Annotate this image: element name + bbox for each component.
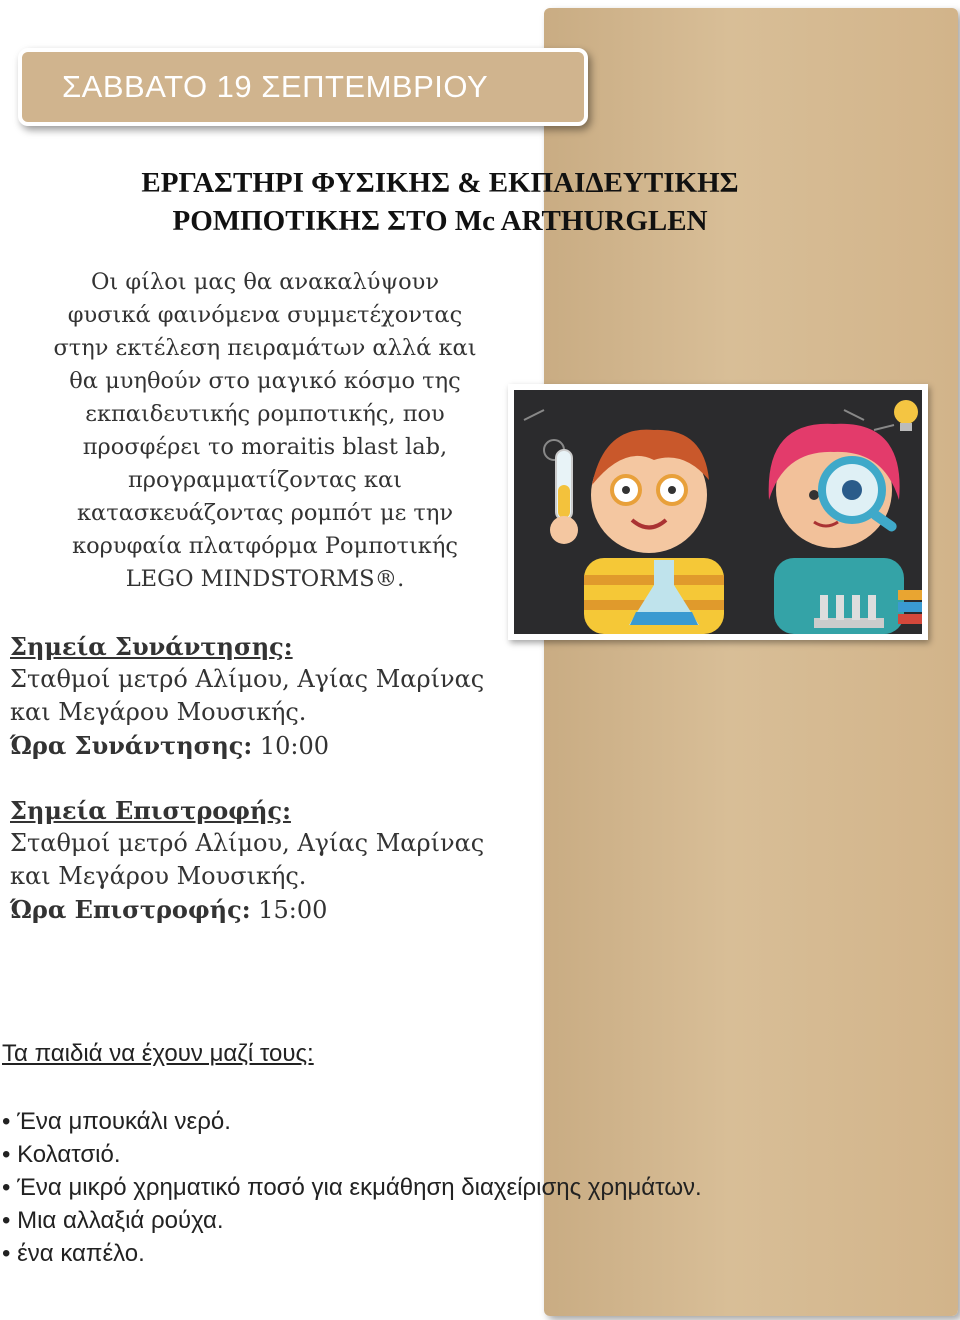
date-text: ΣΑΒΒΑΤΟ 19 ΣΕΠΤΕΜΒΡΙΟΥ [62, 69, 489, 104]
carry-items-list [2, 1105, 702, 1270]
event-title-line-1: ΕΡΓΑΣΤΗΡΙ ΦΥΣΙΚΗΣ & ΕΚΠΑΙΔΕΥΤΙΚΗΣ [141, 167, 739, 199]
science-kids-icon [514, 390, 922, 634]
intro-line: προσφέρει το moraitis blast lab, [82, 434, 448, 460]
list-item: • Μια αλλαξιά ρούχα. [2, 1204, 702, 1237]
return-time-value: 15:00 [250, 896, 328, 924]
return-time [10, 893, 484, 927]
intro-line: θα μυηθούν στο μαγικό κόσμο της [69, 368, 461, 394]
event-title-line-2: ΡΟΜΠΟΤΙΚΗΣ ΣΤΟ Mc ARTHURGLEN [172, 205, 708, 237]
list-item: • Ένα μικρό χρηματικό ποσό για εκμάθηση διαχείρισης χρημάτων. [2, 1171, 702, 1204]
intro-line: κορυφαία πλατφόρμα Ρομποτικής [72, 533, 458, 559]
meeting-points-label: Σημεία Συνάντησης: [10, 632, 293, 661]
return-points-line: Σταθμοί μετρό Αλίμου, Αγίας Μαρίνας [10, 829, 485, 857]
meeting-points-line: και Μεγάρου Μουσικής. [10, 698, 307, 726]
carry-items-title: Τα παιδιά να έχουν μαζί τους: [2, 1040, 314, 1067]
kids-science-illustration [508, 384, 928, 640]
intro-line: LEGO MINDSTORMS®. [125, 566, 405, 592]
intro-paragraph [10, 266, 520, 596]
intro-line: εκπαιδευτικής ρομποτικής, που [85, 401, 445, 427]
intro-line: προγραμματίζοντας και [127, 467, 403, 493]
meeting-section [10, 630, 484, 763]
return-points-line: και Μεγάρου Μουσικής. [10, 862, 307, 890]
event-title [40, 164, 840, 240]
return-points-label: Σημεία Επιστροφής: [10, 796, 291, 825]
intro-line: κατασκευάζοντας ρομπότ με την [76, 500, 454, 526]
intro-line: Οι φίλοι μας θα ανακαλύψουν [90, 269, 440, 295]
date-banner [18, 48, 588, 126]
return-time-label: Ώρα Επιστροφής: [10, 895, 251, 924]
list-item: • ένα καπέλο. [2, 1237, 702, 1270]
meeting-time-label: Ώρα Συνάντησης: [10, 731, 253, 760]
intro-line: φυσικά φαινόμενα συμμετέχοντας [67, 302, 463, 328]
meeting-time [10, 729, 484, 763]
intro-line: στην εκτέλεση πειραμάτων αλλά και [53, 335, 477, 361]
return-section [10, 794, 484, 927]
meeting-time-value: 10:00 [252, 732, 330, 760]
meeting-points-line: Σταθμοί μετρό Αλίμου, Αγίας Μαρίνας [10, 665, 485, 693]
list-item: • Ένα μπουκάλι νερό. [2, 1105, 702, 1138]
list-item: • Κολατσιό. [2, 1138, 702, 1171]
